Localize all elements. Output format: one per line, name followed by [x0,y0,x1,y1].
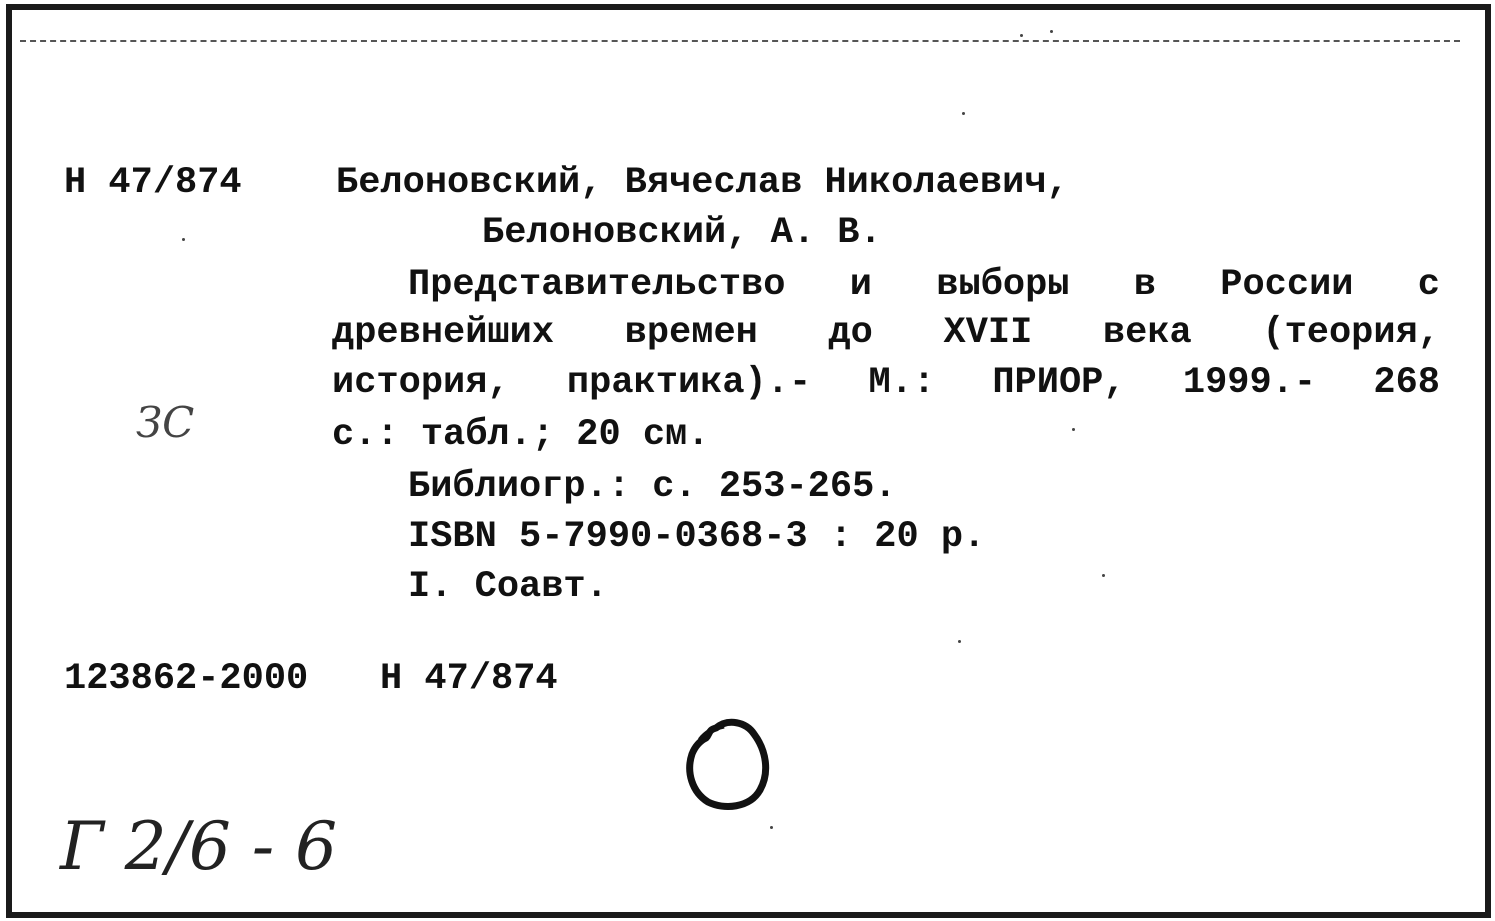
accession-number: 123862-2000 [64,658,309,700]
title-line-3: история, практика).- М.: ПРИОР, 1999.- 268 [332,362,1440,404]
handwritten-mark: ЗС [136,398,195,447]
accession-call-number: Н 47/874 [380,658,558,700]
scan-speck [1020,34,1023,37]
title-line-1: Представительство и выборы в России с [408,264,1440,306]
punch-hole-icon [672,710,782,820]
top-divider [20,40,1460,42]
scan-speck [962,112,965,115]
bibliography-note: Библиогр.: с. 253-265. [408,466,897,508]
scan-speck [1102,574,1105,577]
title-line-4: с.: табл.; 20 см. [332,414,710,456]
coauthor: Белоновский, А. В. [482,212,882,254]
handwritten-shelf-mark: Г 2/6 - 6 [60,808,338,885]
author-heading: Белоновский, Вячеслав Николаевич, [336,162,1069,204]
scan-speck [1072,428,1075,431]
isbn-price: ISBN 5-7990-0368-3 : 20 р. [408,516,986,558]
call-number: Н 47/874 [64,162,242,204]
scan-speck [770,826,773,829]
tracing: I. Соавт. [408,566,608,608]
scan-speck [182,238,185,241]
title-line-2: древнейших времен до XVII века (теория, [332,312,1440,354]
scan-speck [1050,30,1053,33]
scan-speck [958,640,961,643]
